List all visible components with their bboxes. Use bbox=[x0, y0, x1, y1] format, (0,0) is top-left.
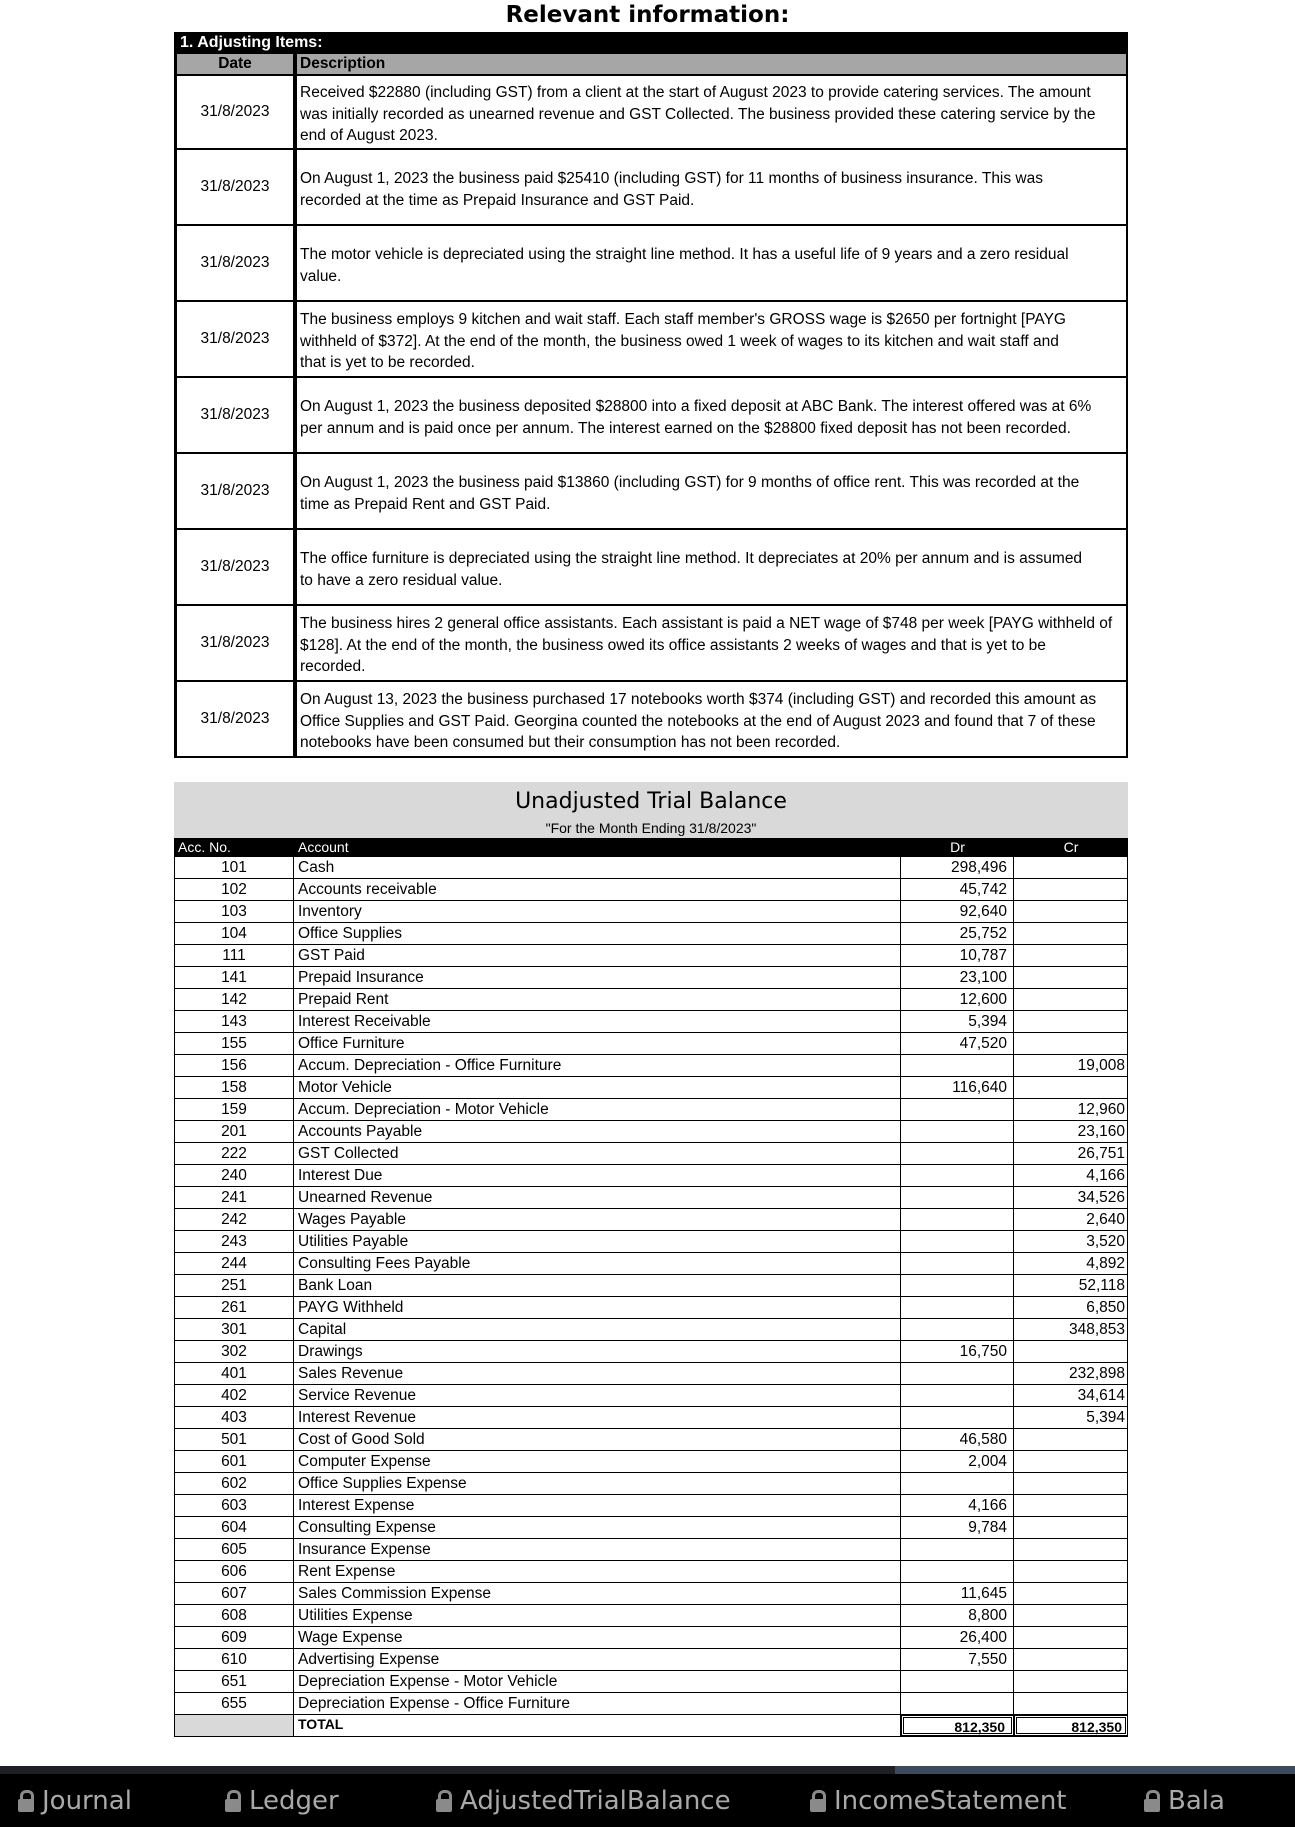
debit-cell: 26,400 bbox=[901, 1627, 1014, 1648]
credit-cell bbox=[1014, 1649, 1128, 1670]
table-row bbox=[174, 901, 1128, 923]
account-name-cell: Consulting Fees Payable bbox=[294, 1253, 901, 1274]
table-row bbox=[174, 1209, 1128, 1231]
table-row bbox=[174, 1385, 1128, 1407]
credit-cell bbox=[1014, 989, 1128, 1010]
acc-no-cell: 103 bbox=[174, 901, 294, 922]
description-column-header: Description bbox=[300, 55, 386, 72]
acc-no-cell: 158 bbox=[174, 1077, 294, 1098]
adjusting-item-row bbox=[174, 302, 1128, 378]
table-row bbox=[174, 1077, 1128, 1099]
account-name-cell: Advertising Expense bbox=[294, 1649, 901, 1670]
debit-cell bbox=[901, 1473, 1014, 1494]
account-name-cell: Sales Revenue bbox=[294, 1363, 901, 1384]
debit-cell bbox=[901, 1407, 1014, 1428]
debit-cell bbox=[901, 1363, 1014, 1384]
trial-balance-subtitle: "For the Month Ending 31/8/2023" bbox=[545, 820, 757, 836]
adjusting-item-row bbox=[174, 530, 1128, 606]
description-line: withheld of $372]. At the end of the month, the business owed 1 week of wages to its kitchen and wait staff and bbox=[300, 332, 1059, 350]
table-row bbox=[174, 1605, 1128, 1627]
tab-balance-sheet[interactable] bbox=[1144, 1774, 1225, 1827]
total-credit: 812,350 bbox=[1014, 1715, 1128, 1736]
credit-cell bbox=[1014, 1561, 1128, 1582]
trial-balance-title-box bbox=[174, 782, 1128, 838]
adjusting-item-description bbox=[297, 606, 1126, 680]
account-name-cell: Prepaid Insurance bbox=[294, 967, 901, 988]
table-row bbox=[174, 989, 1128, 1011]
account-name-cell: Office Supplies Expense bbox=[294, 1473, 901, 1494]
debit-cell bbox=[901, 1121, 1014, 1142]
unadjusted-trial-balance bbox=[174, 782, 1128, 1737]
credit-cell bbox=[1014, 879, 1128, 900]
account-name-cell: Depreciation Expense - Motor Vehicle bbox=[294, 1671, 901, 1692]
acc-no-cell: 243 bbox=[174, 1231, 294, 1252]
acc-no-cell: 607 bbox=[174, 1583, 294, 1604]
credit-cell bbox=[1014, 1341, 1128, 1362]
adjusting-item-description bbox=[297, 150, 1126, 224]
debit-cell bbox=[901, 1693, 1014, 1714]
lock-icon bbox=[18, 1790, 34, 1812]
description-line: The office furniture is depreciated using the straight line method. It depreciates at 20% per annum and is assumed bbox=[300, 550, 1083, 567]
acc-no-cell: 241 bbox=[174, 1187, 294, 1208]
acc-no-cell: 159 bbox=[174, 1099, 294, 1120]
debit-cell: 45,742 bbox=[901, 879, 1014, 900]
acc-no-cell: 155 bbox=[174, 1033, 294, 1054]
acc-no-cell: 251 bbox=[174, 1275, 294, 1296]
acc-no-cell: 605 bbox=[174, 1539, 294, 1560]
description-line: $128]. At the end of the month, the business owed its office assistants 2 weeks of wages and that is yet to be bbox=[300, 636, 1046, 654]
credit-cell: 52,118 bbox=[1014, 1275, 1128, 1296]
table-row bbox=[174, 1451, 1128, 1473]
acc-no-cell: 141 bbox=[174, 967, 294, 988]
credit-cell: 232,898 bbox=[1014, 1363, 1128, 1384]
credit-cell bbox=[1014, 1033, 1128, 1054]
adjusting-item-row bbox=[174, 454, 1128, 530]
adjusting-item-date: 31/8/2023 bbox=[177, 378, 297, 452]
credit-cell bbox=[1014, 857, 1128, 878]
adjusting-item-description bbox=[297, 378, 1126, 452]
acc-no-cell: 101 bbox=[174, 857, 294, 878]
table-row bbox=[174, 1055, 1128, 1077]
adjusting-item-row bbox=[174, 74, 1128, 150]
acc-no-cell: 610 bbox=[174, 1649, 294, 1670]
acc-no-cell: 142 bbox=[174, 989, 294, 1010]
tab-ledger-label: Ledger bbox=[249, 1785, 339, 1816]
description-line: notebooks have been consumed but their consumption has not been recorded. bbox=[300, 734, 841, 752]
table-row bbox=[174, 1649, 1128, 1671]
tab-income-statement-label: IncomeStatement bbox=[834, 1785, 1067, 1816]
debit-cell bbox=[901, 1539, 1014, 1560]
account-name-cell: Consulting Expense bbox=[294, 1517, 901, 1538]
table-row bbox=[174, 1363, 1128, 1385]
adjusting-items-header: 1. Adjusting Items: bbox=[174, 32, 1128, 54]
acc-no-cell: 244 bbox=[174, 1253, 294, 1274]
debit-cell: 2,004 bbox=[901, 1451, 1014, 1472]
account-name-cell: Service Revenue bbox=[294, 1385, 901, 1406]
debit-cell bbox=[901, 1231, 1014, 1252]
debit-cell bbox=[901, 1187, 1014, 1208]
account-name-cell: Cash bbox=[294, 857, 901, 878]
table-row bbox=[174, 1517, 1128, 1539]
credit-cell: 19,008 bbox=[1014, 1055, 1128, 1076]
debit-cell: 8,800 bbox=[901, 1605, 1014, 1626]
tab-journal-label: Journal bbox=[42, 1785, 132, 1816]
credit-cell bbox=[1014, 967, 1128, 988]
description-line: recorded. bbox=[300, 658, 366, 676]
debit-cell: 116,640 bbox=[901, 1077, 1014, 1098]
tab-adjusted-trial-balance[interactable] bbox=[436, 1774, 731, 1827]
trial-balance-title: Unadjusted Trial Balance bbox=[515, 789, 787, 814]
description-line: Received $22880 (including GST) from a client at the start of August 2023 to provide catering services. The amount bbox=[300, 84, 1091, 102]
debit-cell bbox=[901, 1297, 1014, 1318]
table-row bbox=[174, 1165, 1128, 1187]
debit-cell bbox=[901, 1143, 1014, 1164]
debit-cell: 5,394 bbox=[901, 1011, 1014, 1032]
description-line: On August 1, 2023 the business deposited $28800 into a fixed deposit at ABC Bank. The interest offered was at 6% bbox=[300, 398, 1092, 415]
debit-column-header: Dr bbox=[950, 839, 965, 855]
adjusting-item-date: 31/8/2023 bbox=[177, 606, 297, 680]
table-row bbox=[174, 945, 1128, 967]
description-line: to have a zero residual value. bbox=[300, 571, 503, 589]
tab-income-statement[interactable] bbox=[810, 1774, 1067, 1827]
debit-cell: 46,580 bbox=[901, 1429, 1014, 1450]
description-line: end of August 2023. bbox=[300, 127, 438, 145]
total-debit: 812,350 bbox=[901, 1715, 1014, 1736]
debit-cell: 9,784 bbox=[901, 1517, 1014, 1538]
debit-cell: 10,787 bbox=[901, 945, 1014, 966]
account-name-cell: Office Supplies bbox=[294, 923, 901, 944]
table-row bbox=[174, 1583, 1128, 1605]
table-row bbox=[174, 1627, 1128, 1649]
table-row bbox=[174, 857, 1128, 879]
account-name-cell: Bank Loan bbox=[294, 1275, 901, 1296]
debit-cell: 23,100 bbox=[901, 967, 1014, 988]
debit-cell: 25,752 bbox=[901, 923, 1014, 944]
acc-no-cell: 608 bbox=[174, 1605, 294, 1626]
debit-cell: 4,166 bbox=[901, 1495, 1014, 1516]
debit-cell bbox=[901, 1385, 1014, 1406]
acc-no-cell: 655 bbox=[174, 1693, 294, 1714]
adjusting-item-description bbox=[297, 454, 1126, 528]
account-name-cell: Capital bbox=[294, 1319, 901, 1340]
description-line: On August 1, 2023 the business paid $25410 (including GST) for 11 months of business insurance. This was bbox=[300, 170, 1044, 187]
account-name-cell: Cost of Good Sold bbox=[294, 1429, 901, 1450]
table-row bbox=[174, 1407, 1128, 1429]
table-row bbox=[174, 967, 1128, 989]
credit-cell bbox=[1014, 1077, 1128, 1098]
acc-no-cell: 222 bbox=[174, 1143, 294, 1164]
acc-no-cell: 402 bbox=[174, 1385, 294, 1406]
account-name-cell: Accum. Depreciation - Motor Vehicle bbox=[294, 1099, 901, 1120]
adjusting-item-date: 31/8/2023 bbox=[177, 530, 297, 604]
account-name-cell: Computer Expense bbox=[294, 1451, 901, 1472]
credit-cell bbox=[1014, 945, 1128, 966]
description-line: was initially recorded as unearned revenue and GST Collected. The business provided these catering service by the bbox=[300, 105, 1096, 123]
acc-no-cell: 111 bbox=[174, 945, 294, 966]
debit-cell bbox=[901, 1253, 1014, 1274]
acc-no-cell: 601 bbox=[174, 1451, 294, 1472]
tab-ledger[interactable] bbox=[225, 1774, 339, 1827]
table-row bbox=[174, 1473, 1128, 1495]
account-name-cell: PAYG Withheld bbox=[294, 1297, 901, 1318]
description-line: recorded at the time as Prepaid Insurance and GST Paid. bbox=[300, 191, 695, 209]
description-line: The business hires 2 general office assistants. Each assistant is paid a NET wage of $748 per week [PAYG withheld of bbox=[300, 615, 1113, 633]
account-name-cell: Insurance Expense bbox=[294, 1539, 901, 1560]
account-name-cell: Accounts receivable bbox=[294, 879, 901, 900]
account-name-cell: Accounts Payable bbox=[294, 1121, 901, 1142]
acc-no-cell: 403 bbox=[174, 1407, 294, 1428]
acc-no-cell: 606 bbox=[174, 1561, 294, 1582]
account-name-cell: Sales Commission Expense bbox=[294, 1583, 901, 1604]
debit-cell: 47,520 bbox=[901, 1033, 1014, 1054]
date-column-header: Date bbox=[177, 54, 297, 74]
description-line: The motor vehicle is depreciated using the straight line method. It has a useful life of 9 years and a zero residual bbox=[300, 246, 1069, 263]
account-name-cell: Depreciation Expense - Office Furniture bbox=[294, 1693, 901, 1714]
credit-cell bbox=[1014, 1671, 1128, 1692]
tab-balance-sheet-label: Bala bbox=[1168, 1785, 1225, 1816]
credit-cell: 3,520 bbox=[1014, 1231, 1128, 1252]
acc-no-cell: 604 bbox=[174, 1517, 294, 1538]
debit-cell bbox=[901, 1055, 1014, 1076]
table-row bbox=[174, 1099, 1128, 1121]
credit-cell bbox=[1014, 1693, 1128, 1714]
acc-no-cell: 240 bbox=[174, 1165, 294, 1186]
adjusting-items-column-header bbox=[174, 54, 1128, 74]
account-name-cell: Drawings bbox=[294, 1341, 901, 1362]
account-name-cell: Interest Revenue bbox=[294, 1407, 901, 1428]
tab-bar-scroll-track[interactable] bbox=[895, 1766, 1295, 1774]
account-name-cell: Interest Receivable bbox=[294, 1011, 901, 1032]
credit-cell bbox=[1014, 901, 1128, 922]
tab-adjusted-trial-balance-label: AdjustedTrialBalance bbox=[460, 1785, 731, 1816]
credit-cell: 348,853 bbox=[1014, 1319, 1128, 1340]
debit-cell bbox=[901, 1165, 1014, 1186]
table-row bbox=[174, 1539, 1128, 1561]
adjusting-item-description bbox=[297, 226, 1126, 300]
acc-no-cell: 651 bbox=[174, 1671, 294, 1692]
table-row bbox=[174, 1429, 1128, 1451]
account-column-header: Account bbox=[298, 839, 349, 855]
credit-cell: 2,640 bbox=[1014, 1209, 1128, 1230]
debit-cell bbox=[901, 1319, 1014, 1340]
debit-cell bbox=[901, 1099, 1014, 1120]
acc-no-cell: 603 bbox=[174, 1495, 294, 1516]
lock-icon bbox=[1144, 1790, 1160, 1812]
table-row bbox=[174, 923, 1128, 945]
description-line: Office Supplies and GST Paid. Georgina counted the notebooks at the end of August 2023 and found that 7 of these bbox=[300, 712, 1096, 730]
description-line: that is yet to be recorded. bbox=[300, 354, 475, 372]
credit-column-header: Cr bbox=[1063, 839, 1079, 855]
account-name-cell: Wage Expense bbox=[294, 1627, 901, 1648]
debit-cell bbox=[901, 1561, 1014, 1582]
table-row bbox=[174, 1275, 1128, 1297]
debit-cell: 7,550 bbox=[901, 1649, 1014, 1670]
debit-cell: 92,640 bbox=[901, 901, 1014, 922]
adjusting-item-description bbox=[297, 530, 1126, 604]
table-row bbox=[174, 1495, 1128, 1517]
description-line: value. bbox=[300, 267, 342, 285]
debit-cell bbox=[901, 1209, 1014, 1230]
sheet-tab-bar bbox=[0, 1766, 1295, 1827]
credit-cell bbox=[1014, 1451, 1128, 1472]
adjusting-item-date: 31/8/2023 bbox=[177, 226, 297, 300]
account-name-cell: Unearned Revenue bbox=[294, 1187, 901, 1208]
acc-no-cell: 501 bbox=[174, 1429, 294, 1450]
credit-cell bbox=[1014, 1583, 1128, 1604]
adjusting-item-row bbox=[174, 606, 1128, 682]
credit-cell: 4,166 bbox=[1014, 1165, 1128, 1186]
credit-cell bbox=[1014, 1539, 1128, 1560]
acc-no-cell: 401 bbox=[174, 1363, 294, 1384]
debit-cell: 298,496 bbox=[901, 857, 1014, 878]
acc-no-cell: 201 bbox=[174, 1121, 294, 1142]
credit-cell: 26,751 bbox=[1014, 1143, 1128, 1164]
tab-journal[interactable] bbox=[18, 1774, 132, 1827]
credit-cell: 6,850 bbox=[1014, 1297, 1128, 1318]
account-name-cell: Office Furniture bbox=[294, 1033, 901, 1054]
acc-no-column-header: Acc. No. bbox=[178, 839, 231, 855]
description-line: The business employs 9 kitchen and wait staff. Each staff member's GROSS wage is $2650 per fortnight [PAYG bbox=[300, 311, 1066, 329]
credit-cell: 23,160 bbox=[1014, 1121, 1128, 1142]
table-row bbox=[174, 1011, 1128, 1033]
table-row bbox=[174, 1671, 1128, 1693]
page-title: Relevant information: bbox=[505, 2, 790, 28]
table-row bbox=[174, 1231, 1128, 1253]
account-name-cell: Rent Expense bbox=[294, 1561, 901, 1582]
adjusting-item-date: 31/8/2023 bbox=[177, 302, 297, 376]
debit-cell bbox=[901, 1671, 1014, 1692]
table-row bbox=[174, 1319, 1128, 1341]
adjusting-item-date: 31/8/2023 bbox=[177, 150, 297, 224]
credit-cell: 34,614 bbox=[1014, 1385, 1128, 1406]
account-name-cell: Utilities Expense bbox=[294, 1605, 901, 1626]
credit-cell: 5,394 bbox=[1014, 1407, 1128, 1428]
acc-no-cell: 301 bbox=[174, 1319, 294, 1340]
adjusting-item-description bbox=[297, 302, 1126, 376]
acc-no-cell: 242 bbox=[174, 1209, 294, 1230]
account-name-cell: Interest Expense bbox=[294, 1495, 901, 1516]
description-line: On August 13, 2023 the business purchased 17 notebooks worth $374 (including GST) and recorded this amount as bbox=[300, 691, 1097, 709]
debit-cell: 12,600 bbox=[901, 989, 1014, 1010]
adjusting-item-row bbox=[174, 682, 1128, 758]
credit-cell bbox=[1014, 1011, 1128, 1032]
acc-no-cell: 602 bbox=[174, 1473, 294, 1494]
adjusting-item-row bbox=[174, 226, 1128, 302]
table-row bbox=[174, 1253, 1128, 1275]
adjusting-items-rows bbox=[174, 74, 1128, 758]
credit-cell bbox=[1014, 1605, 1128, 1626]
description-line: time as Prepaid Rent and GST Paid. bbox=[300, 495, 551, 513]
table-row bbox=[174, 1033, 1128, 1055]
table-row bbox=[174, 1693, 1128, 1715]
lock-icon bbox=[225, 1790, 241, 1812]
adjusting-item-description bbox=[297, 76, 1126, 148]
acc-no-cell: 609 bbox=[174, 1627, 294, 1648]
account-name-cell: Accum. Depreciation - Office Furniture bbox=[294, 1055, 901, 1076]
acc-no-cell: 302 bbox=[174, 1341, 294, 1362]
table-row bbox=[174, 1143, 1128, 1165]
adjusting-items-table bbox=[174, 32, 1128, 758]
acc-no-cell: 102 bbox=[174, 879, 294, 900]
credit-cell bbox=[1014, 1627, 1128, 1648]
account-name-cell: GST Paid bbox=[294, 945, 901, 966]
credit-cell bbox=[1014, 1495, 1128, 1516]
debit-cell bbox=[901, 1275, 1014, 1296]
adjusting-item-row bbox=[174, 378, 1128, 454]
total-label: TOTAL bbox=[294, 1715, 901, 1736]
trial-balance-rows bbox=[174, 857, 1128, 1715]
adjusting-item-date: 31/8/2023 bbox=[177, 76, 297, 148]
account-name-cell: Interest Due bbox=[294, 1165, 901, 1186]
credit-cell bbox=[1014, 1517, 1128, 1538]
debit-cell: 16,750 bbox=[901, 1341, 1014, 1362]
total-acc-no-cell bbox=[174, 1715, 294, 1736]
table-row bbox=[174, 1187, 1128, 1209]
account-name-cell: Utilities Payable bbox=[294, 1231, 901, 1252]
credit-cell bbox=[1014, 1473, 1128, 1494]
adjusting-item-description bbox=[297, 682, 1126, 756]
description-line: per annum and is paid once per annum. The interest earned on the $28800 fixed deposit has not been recorded. bbox=[300, 419, 1071, 437]
credit-cell bbox=[1014, 923, 1128, 944]
table-row bbox=[174, 1121, 1128, 1143]
lock-icon bbox=[810, 1790, 826, 1812]
account-name-cell: Inventory bbox=[294, 901, 901, 922]
account-name-cell: Motor Vehicle bbox=[294, 1077, 901, 1098]
credit-cell: 34,526 bbox=[1014, 1187, 1128, 1208]
account-name-cell: Wages Payable bbox=[294, 1209, 901, 1230]
trial-balance-column-header bbox=[174, 838, 1128, 857]
account-name-cell: Prepaid Rent bbox=[294, 989, 901, 1010]
account-name-cell: GST Collected bbox=[294, 1143, 901, 1164]
table-row bbox=[174, 1561, 1128, 1583]
credit-cell bbox=[1014, 1429, 1128, 1450]
acc-no-cell: 261 bbox=[174, 1297, 294, 1318]
table-row bbox=[174, 1297, 1128, 1319]
adjusting-item-row bbox=[174, 150, 1128, 226]
lock-icon bbox=[436, 1790, 452, 1812]
adjusting-item-date: 31/8/2023 bbox=[177, 682, 297, 756]
credit-cell: 12,960 bbox=[1014, 1099, 1128, 1120]
acc-no-cell: 156 bbox=[174, 1055, 294, 1076]
trial-balance-total-row bbox=[174, 1715, 1128, 1737]
acc-no-cell: 143 bbox=[174, 1011, 294, 1032]
acc-no-cell: 104 bbox=[174, 923, 294, 944]
description-line: On August 1, 2023 the business paid $13860 (including GST) for 9 months of office rent. This was recorded at the bbox=[300, 474, 1080, 491]
debit-cell: 11,645 bbox=[901, 1583, 1014, 1604]
table-row bbox=[174, 1341, 1128, 1363]
adjusting-item-date: 31/8/2023 bbox=[177, 454, 297, 528]
table-row bbox=[174, 879, 1128, 901]
credit-cell: 4,892 bbox=[1014, 1253, 1128, 1274]
